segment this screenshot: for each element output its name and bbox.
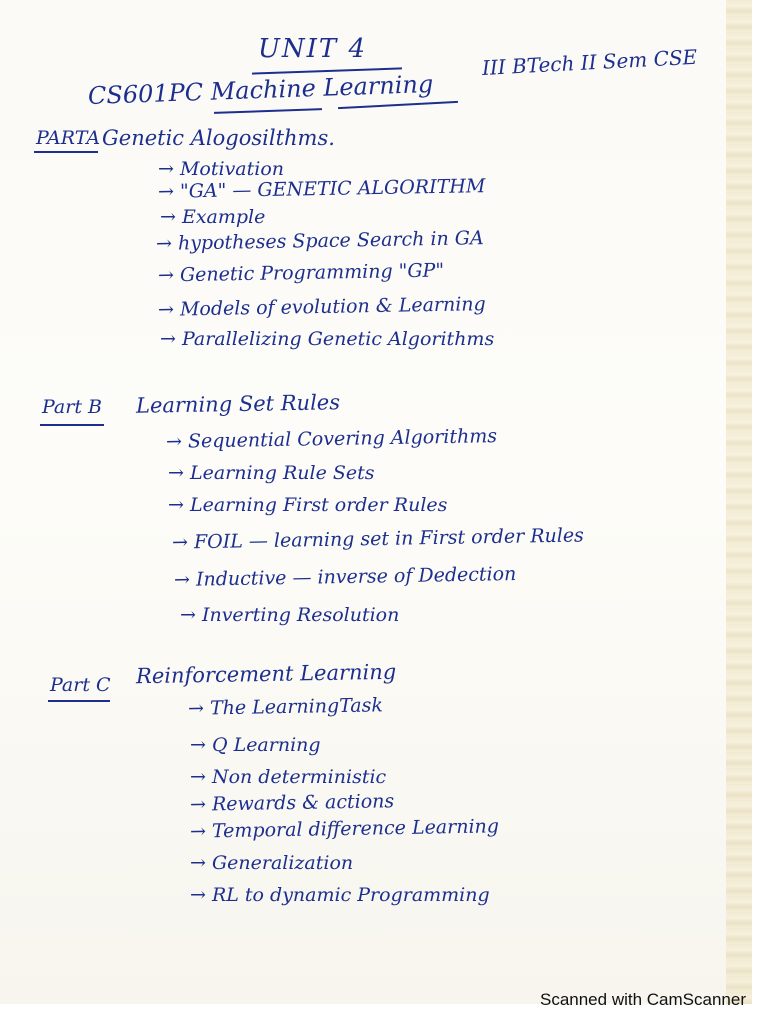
part-a-item: → Models of evolution & Learning [157,293,486,321]
part-c-label: Part C [50,674,111,696]
part-c-item: → Generalization [190,852,354,874]
page-edge-shadow [726,0,752,1004]
unit-title: UNIT 4 [258,34,368,64]
part-b-item: → Learning First order Rules [168,494,448,516]
part-c-item: → Q Learning [190,734,321,756]
camscanner-watermark: Scanned with CamScanner [539,990,746,1009]
part-b-label-underline [40,424,104,426]
course-name: CS601PC Machine Learning [87,69,434,110]
part-a-item: → hypotheses Space Search in GA [155,227,484,255]
part-b-item: → FOIL — learning set in First order Rules [171,524,585,554]
part-c-item: → Rewards & actions [189,790,395,816]
part-a-label-underline [34,151,98,153]
part-a-item: → Example [160,206,266,228]
part-a-label: PARTA [36,127,101,149]
part-b-item: → Inductive — inverse of Dedection [173,563,517,591]
course-underline-1 [214,108,322,114]
part-c-item: → The LearningTask [187,694,384,720]
part-b-item: → Inverting Resolution [180,604,400,626]
part-b-label: Part B [42,396,102,418]
course-underline-2 [338,101,458,109]
part-c-title: Reinforcement Learning [135,659,397,689]
part-a-item: → "GA" — GENETIC ALGORITHM [157,175,486,203]
part-c-item: → Non deterministic [190,766,387,788]
part-b-item: → Learning Rule Sets [168,462,375,484]
part-b-title: Learning Set Rules [135,390,341,418]
part-a-item: → Genetic Programming "GP" [157,259,445,287]
part-c-item: → Temporal difference Learning [189,815,500,843]
part-a-item: → Motivation [158,158,285,180]
part-c-item: → RL to dynamic Programming [190,884,490,906]
part-a-item: → Parallelizing Genetic Algorithms [160,328,495,350]
semester-info: III BTech II Sem CSE [481,44,698,80]
part-a-title: Genetic Alogosilthms. [102,126,335,150]
part-b-item: → Sequential Covering Algorithms [165,425,498,453]
part-c-label-underline [48,700,110,702]
